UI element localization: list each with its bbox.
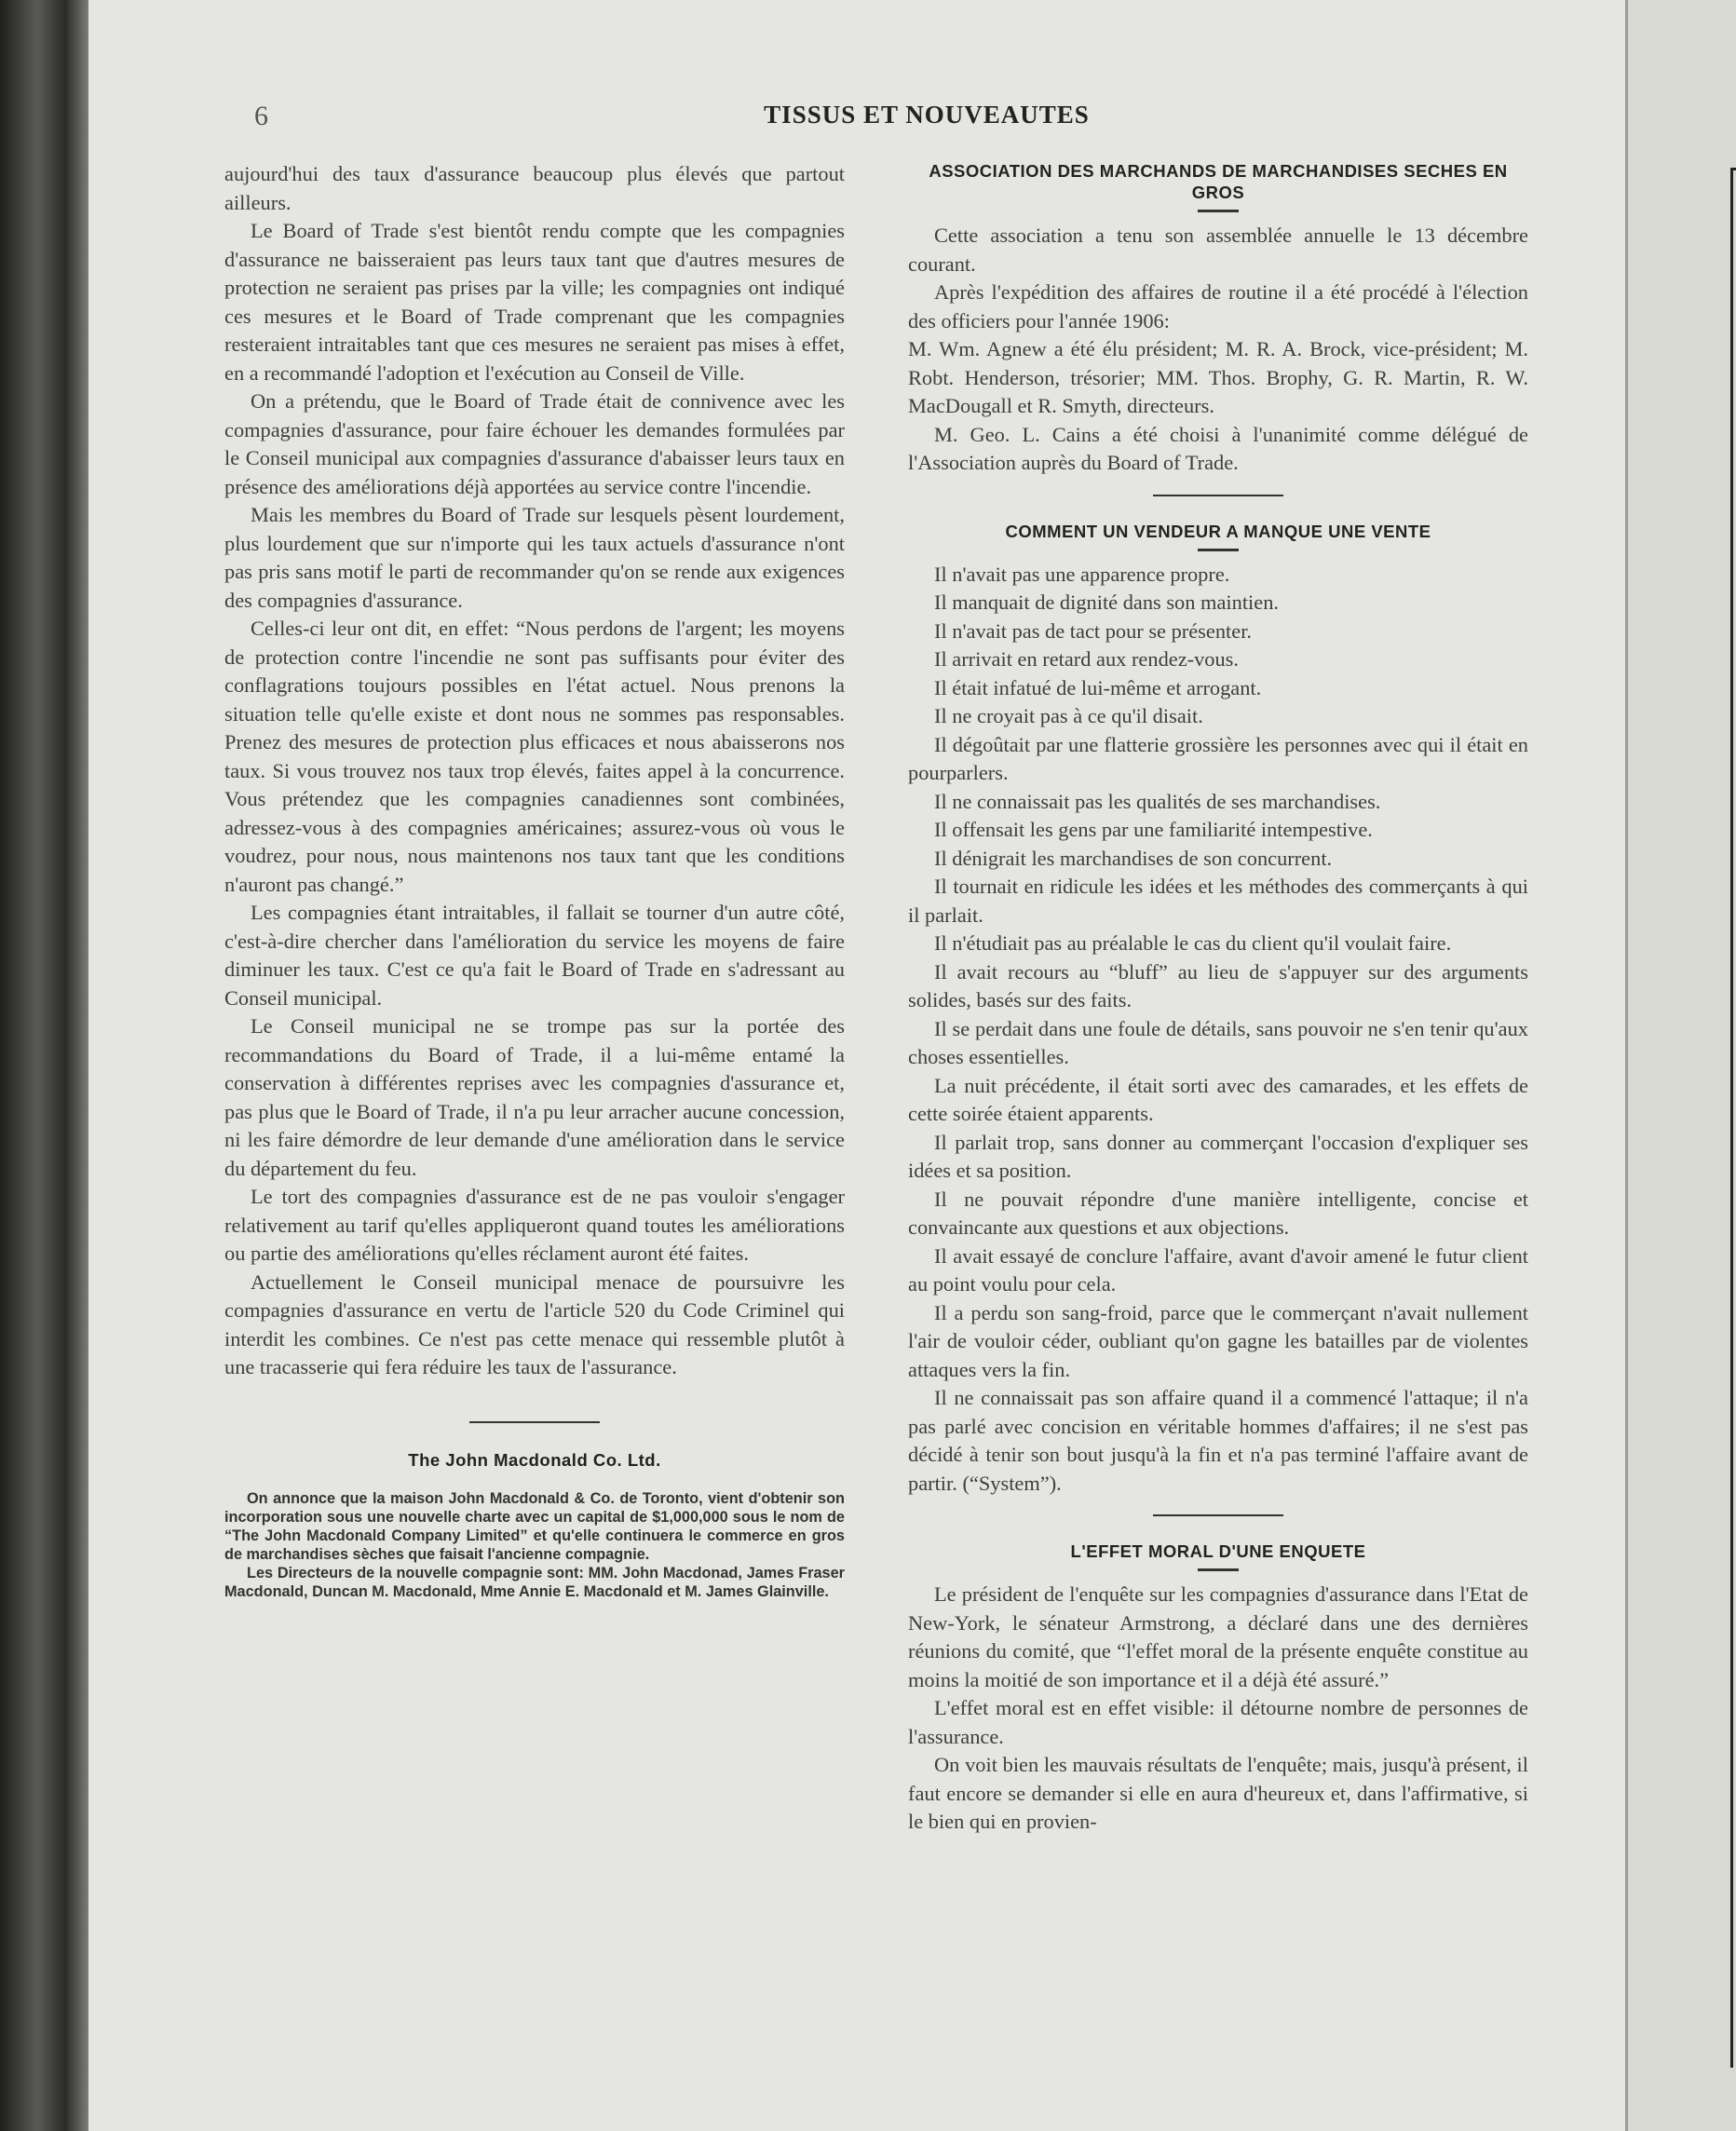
list-item: Il arrivait en retard aux rendez-vous. [934,647,1239,671]
paragraph: On annonce que la maison John Macdonald & Co. de Toronto, vient d'obtenir son incorporation sous une nouvelle charte avec un capital de $1,000,000 sous le nom de “The John Macdonald Company Limited” et qu'elle continuera le commerce en gros de marchandises sèches que faisait l'ancienne compagnie. [224,1489,845,1563]
list-item: Il n'étudiait pas au préalable le cas du client qu'il voulait faire. [934,931,1452,955]
enquete-heading: L'EFFET MORAL D'UNE ENQUETE [1070,1541,1366,1561]
left-column [224,160,845,1601]
paragraph: aujourd'hui des taux d'assurance beaucoup plus élevés que partout ailleurs. [224,162,845,214]
list-item: Il avait essayé de conclure l'affaire, avant d'avoir amené le futur client au point voulu pour cela. [908,1243,1528,1296]
paragraph: M. Geo. L. Cains a été choisi à l'unanimité comme délégué de l'Association auprès du Board of Trade. [908,422,1528,474]
paragraph: Cette association a tenu son assemblée annuelle le 13 décembre courant. [908,224,1528,276]
section-divider [469,1421,600,1423]
list-item: Il a perdu son sang-froid, parce que le commerçant n'avait nullement l'air de vouloir céder, oubliant qu'on gagne les batailles par de violentes attaques vers la fin. [908,1300,1528,1381]
list-item: Il parlait trop, sans donner au commerçant l'occasion d'expliquer ses idées et sa position. [908,1130,1528,1182]
running-title: TISSUS ET NOUVEAUTES [764,101,1090,129]
paragraph: Le tort des compagnies d'assurance est de ne pas vouloir s'engager relativement au tarif qu'elles appliqueront quand toutes les améliorations ou partie des améliorations qu'elles réclament auront été faites. [224,1185,845,1265]
list-item: Il dénigrait les marchandises de son concurrent. [934,846,1333,870]
list-item: Il se perdait dans une foule de détails, sans pouvoir ne s'en tenir qu'aux choses essentielles. [908,1016,1528,1068]
list-item: Il ne croyait pas à ce qu'il disait. [934,704,1203,727]
list-item: Il était infatué de lui-même et arrogant. [934,675,1262,699]
paragraph: Celles-ci leur ont dit, en effet: “Nous perdons de l'argent; les moyens de protection contre l'incendie ne sont pas suffisants pour éviter des conflagrations toujours possibles en l'état actuel. Nous prenons la situation telle qu'elle existe et dont nous ne sommes pas responsables. Prenez des mesures de protection plus efficaces et nous abaisserons nos taux. Si vous trouvez nos taux trop élevés, faites appel à la concurrence. Vous prétendez que les compagnies canadiennes sont combinées, adressez-vous à des compagnies américaines; assurez-vous où vous le voudrez, pour nous, nous maintenons nos taux tant que les conditions n'auront pas changé.” [224,617,845,896]
list-item: Il dégoûtait par une flatterie grossière les personnes avec qui il était en pourparlers. [908,732,1528,784]
paragraph: Actuellement le Conseil municipal menace de poursuivre les compagnies d'assurance en vertu de l'article 520 du Code Criminel qui interdit les combines. Ce n'est pas cette menace qui ressemble plutôt à une tracasserie qui fera réduire les taux de l'assurance. [224,1269,845,1378]
list-item: Il ne connaissait pas son affaire quand il a commencé l'attaque; il n'a pas parlé avec concision en véritable hommes d'affaires; il ne s'est pas décidé à tenir son bout jusqu'à la fin et n'a pas terminé l'affaire avant de partir. (“System”). [908,1386,1528,1495]
list-item: Il manquait de dignité dans son maintien. [934,590,1279,614]
paragraph: Le Conseil municipal ne se trompe pas sur la portée des recommandations du Board of Trade, il a lui-même entamé la conservation à différentes reprises avec les compagnies d'assurance et, pas plus que le Board of Trade, il n'a pu leur arracher aucune concession, ni les faire démordre de leur demande d'une amélioration dans le service du département du feu. [224,1014,845,1180]
paragraph: Mais les membres du Board of Trade sur lesquels pèsent lourdement, plus lourdement que sur n'importe qui les taux actuels d'assurance n'ont pas pris sans motif le parti de recommander qu'on se rende aux exigences des compagnies d'assurance. [224,503,845,612]
facing-page-frame-line [1730,168,1733,2068]
paragraph: On voit bien les mauvais résultats de l'enquête; mais, jusqu'à présent, il faut encore se demander si elle en aura d'heureux et, dans l'affirmative, si le bien qui en provien- [908,1753,1528,1833]
facing-page-edge [1625,0,1736,2131]
book-binding [0,0,88,2131]
paragraph: Les Directeurs de la nouvelle compagnie sont: MM. John Macdonad, James Fraser Macdonald, Duncan M. Macdonald, Mme Annie E. Macdonald et M. James Glainville. [224,1564,845,1600]
section-divider [1153,495,1283,496]
association-heading: ASSOCIATION DES MARCHANDS DE MARCHANDISES SECHES EN GROS [929,161,1508,202]
paragraph: Après l'expédition des affaires de routine il a été procédé à l'élection des officiers pour l'année 1906: [908,280,1528,333]
paragraph: Le président de l'enquête sur les compagnies d'assurance dans l'Etat de New-York, le sénateur Armstrong, a déclaré dans une des dernières réunions du comité, que “l'effet moral de la présente enquête constitue au moins la moitié de son importance et il a déjà été assuré.” [908,1582,1528,1691]
list-item: La nuit précédente, il était sorti avec des camarades, et les effets de cette soirée étaient apparents. [908,1073,1528,1125]
page [88,0,1653,2131]
list-item: Il avait recours au “bluff” au lieu de s'appuyer sur des arguments solides, basés sur des faits. [908,959,1528,1011]
paragraph: On a prétendu, que le Board of Trade était de connivence avec les compagnies d'assurance, pour faire échouer les demandes formulées par le Conseil municipal aux compagnies d'assurance d'abaisser leurs taux en présence des améliorations déjà apportées au service contre l'incendie. [224,389,845,498]
heading-rule [1198,210,1239,212]
paragraph: Le Board of Trade s'est bientôt rendu compte que les compagnies d'assurance ne baisseraient pas leurs taux tant que d'autres mesures de protection ne seraient pas prises par la ville; les compagnies ont indiqué ces mesures et le Board of Trade comprenant que les compagnies resteraient intraitables tant que ces mesures ne seraient pas mises à effet, en a recommandé l'adoption et l'exécution au Conseil de Ville. [224,219,845,385]
heading-rule [1198,549,1239,551]
list-item: Il offensait les gens par une familiarité intempestive. [934,818,1373,841]
paragraph: M. Wm. Agnew a été élu président; M. R. A. Brock, vice-président; M. Robt. Henderson, trésorier; MM. Thos. Brophy, G. R. Martin, R. W. MacDougall et R. Smyth, directeurs. [908,337,1528,417]
page-number: 6 [254,101,268,131]
macdonald-heading: The John Macdonald Co. Ltd. [408,1449,661,1470]
vendeur-heading: COMMENT UN VENDEUR A MANQUE UNE VENTE [1005,521,1431,541]
paragraph: Les compagnies étant intraitables, il fallait se tourner d'un autre côté, c'est-à-dire chercher dans l'amélioration du service les moyens de faire diminuer les taux. C'est ce qu'a fait le Board of Trade en s'adressant au Conseil municipal. [224,901,845,1010]
list-item: Il ne connaissait pas les qualités de ses marchandises. [934,789,1381,813]
heading-rule [1198,1568,1239,1571]
list-item: Il tournait en ridicule les idées et les méthodes des commerçants à qui il parlait. [908,875,1528,927]
list-item: Il ne pouvait répondre d'une manière intelligente, concise et convaincante aux questions et aux objections. [908,1187,1528,1239]
section-divider [1153,1514,1283,1516]
right-column [908,160,1528,1837]
paragraph: L'effet moral est en effet visible: il détourne nombre de personnes de l'assurance. [908,1696,1528,1748]
list-item: Il n'avait pas une apparence propre. [934,562,1230,586]
macdonald-article [224,1489,845,1601]
vendeur-list [908,561,1528,1499]
list-item: Il n'avait pas de tact pour se présenter. [934,618,1253,643]
